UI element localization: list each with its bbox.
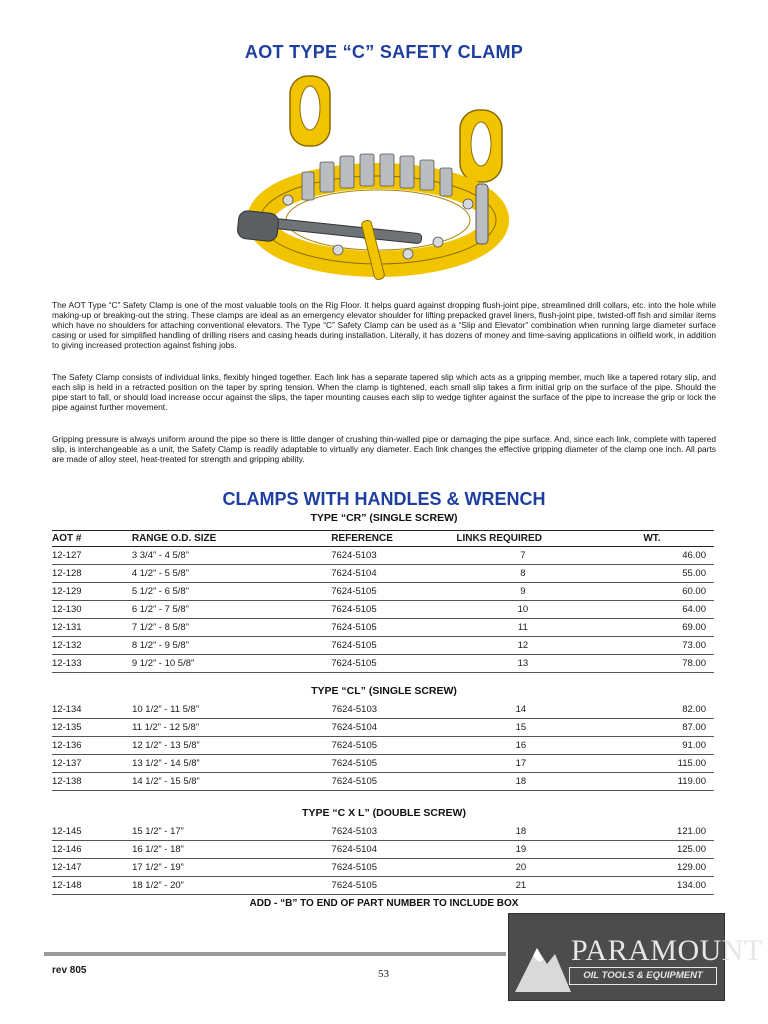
links-required-cell: 18 [454,773,643,791]
od-range-cell: 11 1/2” - 12 5/8” [132,719,331,737]
od-range-cell: 17 1/2” - 19” [132,859,331,877]
spec-table-cxl [52,823,714,895]
od-range-cell: 6 1/2” - 7 5/8” [132,601,331,619]
reference-cell: 7624-5104 [331,565,456,583]
reference-cell: 7624-5105 [331,601,456,619]
aot-number-cell: 12-129 [52,583,132,601]
weight-cell: 134.00 [642,877,714,895]
weight-cell: 129.00 [642,859,714,877]
aot-number-cell: 12-128 [52,565,132,583]
table-header-row [52,531,714,547]
table-row [52,877,714,895]
table-row [52,755,714,773]
col-links: LINKS REQUIRED [456,531,643,547]
weight-cell: 82.00 [642,701,714,719]
od-range-cell: 13 1/2” - 14 5/8” [132,755,331,773]
aot-number-cell: 12-130 [52,601,132,619]
logo-tagline: OIL TOOLS & EQUIPMENT [569,967,717,985]
mountain-icon [513,926,573,996]
table-body [52,701,714,791]
table-row [52,619,714,637]
weight-cell: 60.00 [643,583,714,601]
reference-cell: 7624-5103 [331,547,456,565]
col-reference: REFERENCE [331,531,456,547]
aot-number-cell: 12-127 [52,547,132,565]
od-range-cell: 4 1/2” - 5 5/8” [132,565,331,583]
table-body [52,823,714,895]
od-range-cell: 5 1/2” - 6 5/8” [132,583,331,601]
reference-cell: 7624-5105 [331,583,456,601]
revision-label: rev 805 [52,965,87,976]
logo-name: PARAMOUNT [571,934,763,967]
weight-cell: 119.00 [642,773,714,791]
weight-cell: 87.00 [642,719,714,737]
intro-paragraph-2: The Safety Clamp consists of individual links, flexibly hinged together. Each link has a separate tapered slip which acts as a gripping member, much like a tapered rotary slip, and each slip is held in a retracted position on the taper by spring tension. When the clamp is tightened, each small slip takes a firm initial grip on the surface of the pipe. Should the pipe start to fall, or should load increase occur against the slips, the taper mounting causes each slip to wedge tighter against the surface of the pipe to increase the grip or lock the pipe against further movement. [52,372,716,412]
col-aot: AOT # [52,531,132,547]
reference-cell: 7624-5103 [332,701,454,719]
od-range-cell: 7 1/2” - 8 5/8” [132,619,331,637]
links-required-cell: 15 [454,719,643,737]
reference-cell: 7624-5103 [332,823,454,841]
od-range-cell: 9 1/2” - 10 5/8” [132,655,331,673]
od-range-cell: 18 1/2” - 20” [132,877,331,895]
od-range-cell: 3 3/4” - 4 5/8” [132,547,331,565]
table-row [52,737,714,755]
safety-clamp-image [228,72,528,292]
links-required-cell: 9 [456,583,643,601]
table-row [52,637,714,655]
weight-cell: 91.00 [642,737,714,755]
links-required-cell: 10 [456,601,643,619]
od-range-cell: 12 1/2” - 13 5/8” [132,737,331,755]
paramount-logo [508,913,763,1001]
links-required-cell: 11 [456,619,643,637]
aot-number-cell: 12-137 [52,755,132,773]
group-title-cxl: TYPE “C X L” (DOUBLE SCREW) [302,807,466,819]
weight-cell: 46.00 [643,547,714,565]
weight-cell: 78.00 [643,655,714,673]
aot-number-cell: 12-132 [52,637,132,655]
table-row [52,565,714,583]
aot-number-cell: 12-148 [52,877,132,895]
spec-table-cr [52,530,714,673]
od-range-cell: 14 1/2” - 15 5/8” [132,773,331,791]
reference-cell: 7624-5105 [332,859,454,877]
links-required-cell: 18 [454,823,643,841]
col-weight: WT. [643,531,714,547]
reference-cell: 7624-5105 [331,619,456,637]
reference-cell: 7624-5104 [332,841,454,859]
aot-number-cell: 12-147 [52,859,132,877]
table-row [52,583,714,601]
group-title-cl: TYPE “CL” (SINGLE SCREW) [311,685,457,697]
links-required-cell: 19 [454,841,643,859]
links-required-cell: 20 [454,859,643,877]
page-number: 53 [378,968,389,980]
table-row [52,841,714,859]
reference-cell: 7624-5104 [332,719,454,737]
table-row [52,823,714,841]
table-row [52,547,714,565]
section-title: CLAMPS WITH HANDLES & WRENCH [222,489,546,509]
reference-cell: 7624-5105 [332,737,454,755]
aot-number-cell: 12-138 [52,773,132,791]
links-required-cell: 14 [454,701,643,719]
intro-paragraph-1: The AOT Type “C” Safety Clamp is one of the most valuable tools on the Rig Floor. It helps guard against dropping flush-joint pipe, streamlined drill collars, etc. into the hole while making-up or breaking-out the string. These clamps are ideal as an emergency elevator shoulder for lifting prepacked gravel liners, flush-joint pipe, twisted-off fish and similar items which have no shoulders for attaching conventional elevators. The Type “C” Safety Clamp can be used as a “Slip and Elevator” combination when running large diameter surface casing or used for simplified handling of drilling risers and casing heads during installation. Literally, it has dozens of money and time-saving applications in oilfield work, in addition to giving increased protection against fishing jobs. [52,300,716,350]
table-row [52,859,714,877]
links-required-cell: 17 [454,755,643,773]
aot-number-cell: 12-145 [52,823,132,841]
weight-cell: 115.00 [642,755,714,773]
od-range-cell: 10 1/2” - 11 5/8” [132,701,331,719]
links-required-cell: 7 [456,547,643,565]
table-row [52,655,714,673]
page-title: AOT TYPE “C” SAFETY CLAMP [244,42,524,62]
weight-cell: 121.00 [642,823,714,841]
aot-number-cell: 12-135 [52,719,132,737]
table-row [52,773,714,791]
box-note: ADD - “B” TO END OF PART NUMBER TO INCLUDE BOX [249,898,519,909]
aot-number-cell: 12-146 [52,841,132,859]
links-required-cell: 8 [456,565,643,583]
weight-cell: 55.00 [643,565,714,583]
reference-cell: 7624-5105 [332,877,454,895]
col-range: RANGE O.D. SIZE [132,531,331,547]
reference-cell: 7624-5105 [332,773,454,791]
group-title-cr: TYPE “CR” (SINGLE SCREW) [310,512,458,524]
footer-divider [44,952,506,956]
aot-number-cell: 12-136 [52,737,132,755]
od-range-cell: 15 1/2” - 17” [132,823,331,841]
aot-number-cell: 12-134 [52,701,132,719]
table-row [52,719,714,737]
links-required-cell: 16 [454,737,643,755]
weight-cell: 69.00 [643,619,714,637]
links-required-cell: 12 [456,637,643,655]
reference-cell: 7624-5105 [331,655,456,673]
weight-cell: 125.00 [642,841,714,859]
reference-cell: 7624-5105 [332,755,454,773]
weight-cell: 64.00 [643,601,714,619]
table-row [52,701,714,719]
aot-number-cell: 12-131 [52,619,132,637]
spec-table-cl [52,701,714,791]
intro-paragraph-3: Gripping pressure is always uniform around the pipe so there is little danger of crushing thin-walled pipe or damaging the pipe surface. And, since each link, complete with tapered slip, is interchangeable as a unit, the Safety Clamp is readily adaptable to virtually any diameter. Each link changes the effective gripping diameter of the clamp one inch. All parts are made of alloy steel, heat-treated for strength and gripping ability. [52,434,716,464]
weight-cell: 73.00 [643,637,714,655]
reference-cell: 7624-5105 [331,637,456,655]
od-range-cell: 8 1/2” - 9 5/8” [132,637,331,655]
links-required-cell: 21 [454,877,643,895]
aot-number-cell: 12-133 [52,655,132,673]
od-range-cell: 16 1/2” - 18” [132,841,331,859]
links-required-cell: 13 [456,655,643,673]
table-row [52,601,714,619]
table-body [52,547,714,673]
